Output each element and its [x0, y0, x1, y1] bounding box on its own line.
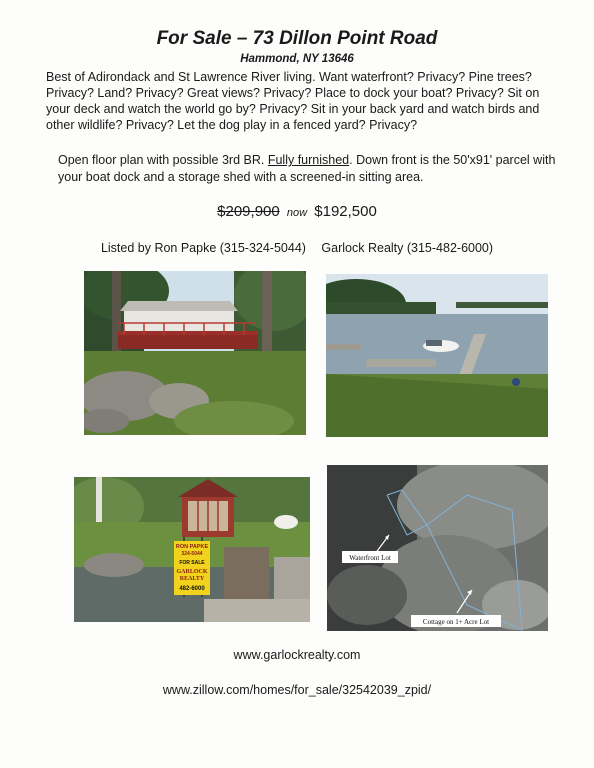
agency-contact: Garlock Realty (315-482-6000): [321, 241, 494, 255]
now-label: now: [286, 207, 308, 219]
photo-dock-lake: [326, 274, 548, 437]
description-text-b: . Down front is the 50'x91' parcel with your boat dock and a storage shed with a screened-in sitting area.: [58, 153, 556, 184]
photo-shed-sign: [74, 477, 310, 622]
sign-office-phone: 482-6000: [179, 586, 205, 592]
sign-agent-phone: 324-5044: [181, 551, 203, 557]
listing-line: [0, 241, 594, 255]
zillow-link[interactable]: www.zillow.com/homes/for_sale/32542039_zpid/: [162, 683, 432, 697]
description-paragraph-2: [58, 152, 568, 186]
flyer-subtitle: Hammond, NY 13646: [240, 53, 354, 65]
map-label-waterfront: Waterfront Lot: [349, 554, 391, 562]
agent-contact: Listed by Ron Papke (315-324-5044): [100, 241, 306, 255]
new-price: $192,500: [314, 203, 377, 220]
description-paragraph-1: Best of Adirondack and St Lawrence River living. Want waterfront? Privacy? Pine trees? Privacy? Land? Privacy? Great views? Privacy? Place to dock your boat? Privacy? Sit on your deck and watch the world go by? Privacy? Sit in your back yard and watch birds and other wildlife? Privacy? Let the dog play in a fenced yard? Privacy?: [46, 70, 540, 132]
description-text-a: Open floor plan with possible 3rd BR.: [58, 153, 268, 167]
price-line: [0, 203, 594, 220]
photo-cottage-deck: [84, 271, 306, 435]
sign-for-sale: FOR SALE: [179, 560, 205, 566]
old-price: $209,900: [217, 203, 280, 220]
sign-brand-line1: GARLOCK: [176, 569, 208, 575]
sign-agent-name: RON PAPKE: [175, 544, 209, 550]
aerial-map: [327, 465, 548, 631]
map-label-cottage: Cottage on 1+ Acre Lot: [422, 618, 490, 626]
fully-furnished-text: Fully furnished: [267, 153, 350, 167]
sign-brand-line2: REALTY: [179, 576, 205, 582]
flyer-title: For Sale – 73 Dillon Point Road: [156, 28, 438, 49]
website-link[interactable]: www.garlockrealty.com: [233, 648, 361, 662]
